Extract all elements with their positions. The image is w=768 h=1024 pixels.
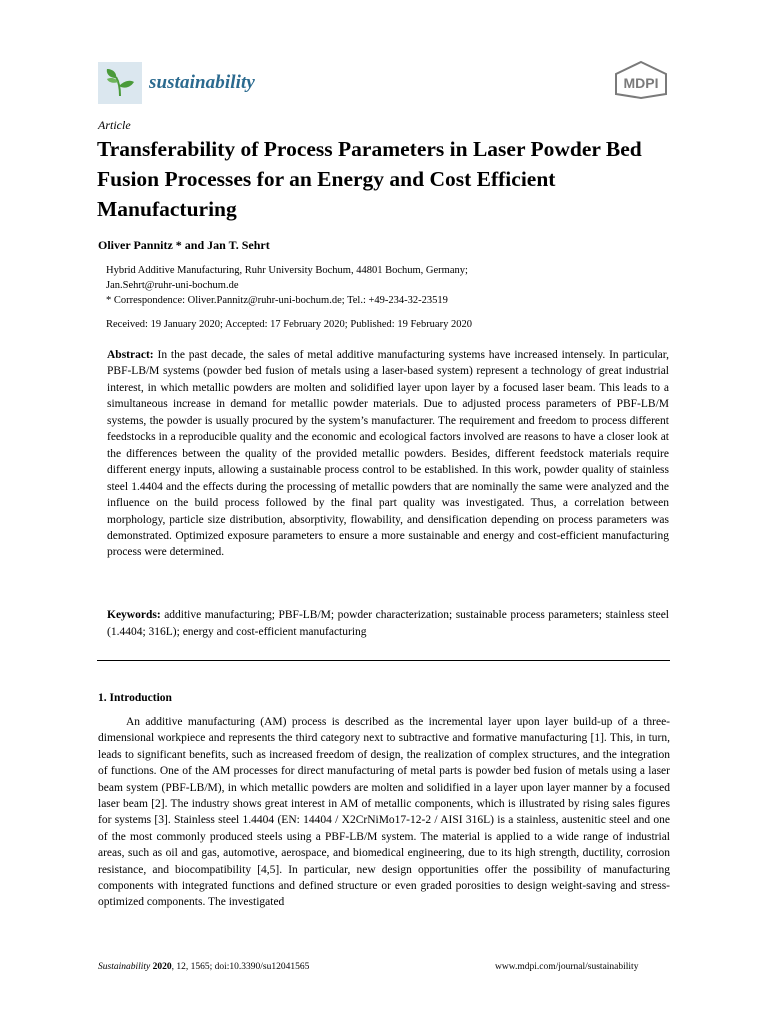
footer-journal: Sustainability [98, 962, 151, 972]
leaf-icon [98, 62, 142, 104]
publication-dates: Received: 19 January 2020; Accepted: 17 February 2020; Published: 19 February 2020 [106, 319, 472, 330]
abstract-text: In the past decade, the sales of metal additive manufacturing systems have increased intensely. In particular, PBF-LB/M systems (powder bed fusion of metals using a laser-based system) represent a technology of great industrial interest, in which metallic powders are molten and solidified layer upon layer by a focused laser beam. This leads to a simultaneous increase in demand for metallic powder materials. Due to adjusted process parameters of PBF-LB/M systems, the powder is usually procured by the system’s manufacturer. The requirement and freedom to process different feedstocks in a reproducible quality and the economic and ecological factors involved are reasons to have a closer look at the differences between the quality of the provided metallic powders. Besides, different feedstock materials require different energy inputs, allowing a sustainable process control to be established. In this work, powder quality of stainless steel 1.4404 and the effects during the processing of metallic powders that are nominally the same were analyzed and the influence on the build process followed by the final part quality was investigated. Thus, a correlation between morphology, particle size distribution, absorptivity, flowability, and densification depending on process parameters was demonstrated. Optimized exposure parameters to ensure a more sustainable and energy and cost-efficient manufacturing process were determined. [107, 349, 670, 559]
affiliation-line: Hybrid Additive Manufacturing, Ruhr University Bochum, 44801 Bochum, Germany; [106, 265, 468, 276]
introduction-text: An additive manufacturing (AM) process is described as the incremental layer upon layer build-up of a three-dimensional workpiece and represents the third category next to subtractive and formative manufacturing [1]. This, in turn, leads to significant benefits, such as increased freedom of design, the realization of complex structures, and the integration of functions. One of the AM processes for direct manufacturing of metal parts is powder bed fusion of metals using a laser beam system (PBF-LB/M), in which metallic powders are molten and solidified in a layer upon layer manner by a focused laser beam [2]. The industry shows great interest in AM of metallic components, which is illustrated by rising sales figures for systems [3]. Stainless steel 1.4404 (EN: 14404 / X2CrNiMo17-12-2 / AISI 316L) is a stainless, austenitic steel and one of the most commonly produced steels using a PBF-LB/M system. The material is applied to a wide range of industrial areas, such as oil and gas, automotive, aerospace, and biomedical engineering, due to its high strength, ductility, corrosion resistance, and biocompatibility [4,5]. In particular, new design opportunities offer the possibility of manufacturing components with integrated functions and defined structure or even graded porosities to design weight-saving and stress-optimized components. The investigated [98, 716, 670, 909]
section-heading: 1. Introduction [98, 692, 172, 704]
correspondence: * Correspondence: Oliver.Pannitz@ruhr-uni-bochum.de; Tel.: +49-234-32-23519 [106, 295, 448, 306]
keywords-label: Keywords: [107, 609, 161, 621]
keywords [107, 607, 669, 641]
article-type: Article [98, 118, 131, 132]
publisher-name: MDPI [623, 75, 659, 91]
section-divider [97, 660, 670, 661]
journal-name: sustainability [149, 72, 255, 93]
mdpi-logo-icon [612, 60, 670, 100]
keywords-text: additive manufacturing; PBF-LB/M; powder characterization; sustainable process parameters; stainless steel (1.4404; 316L); energy and cost-efficient manufacturing [107, 609, 669, 638]
footer-year: 2020 [152, 962, 172, 972]
article-title: Transferability of Process Parameters in Laser Powder Bed Fusion Processes for an Energy and Cost Efficient Manufacturing [97, 137, 642, 221]
footer-website[interactable]: www.mdpi.com/journal/sustainability [495, 962, 639, 972]
footer-citation [98, 962, 309, 972]
abstract-label: Abstract: [107, 349, 154, 361]
footer-citation-rest: , 12, 1565; doi:10.3390/su12041565 [171, 962, 310, 972]
affiliation-email: Jan.Sehrt@ruhr-uni-bochum.de [106, 280, 239, 291]
authors: Oliver Pannitz * and Jan T. Sehrt [98, 238, 270, 252]
abstract [107, 347, 669, 561]
journal-logo [98, 62, 255, 104]
